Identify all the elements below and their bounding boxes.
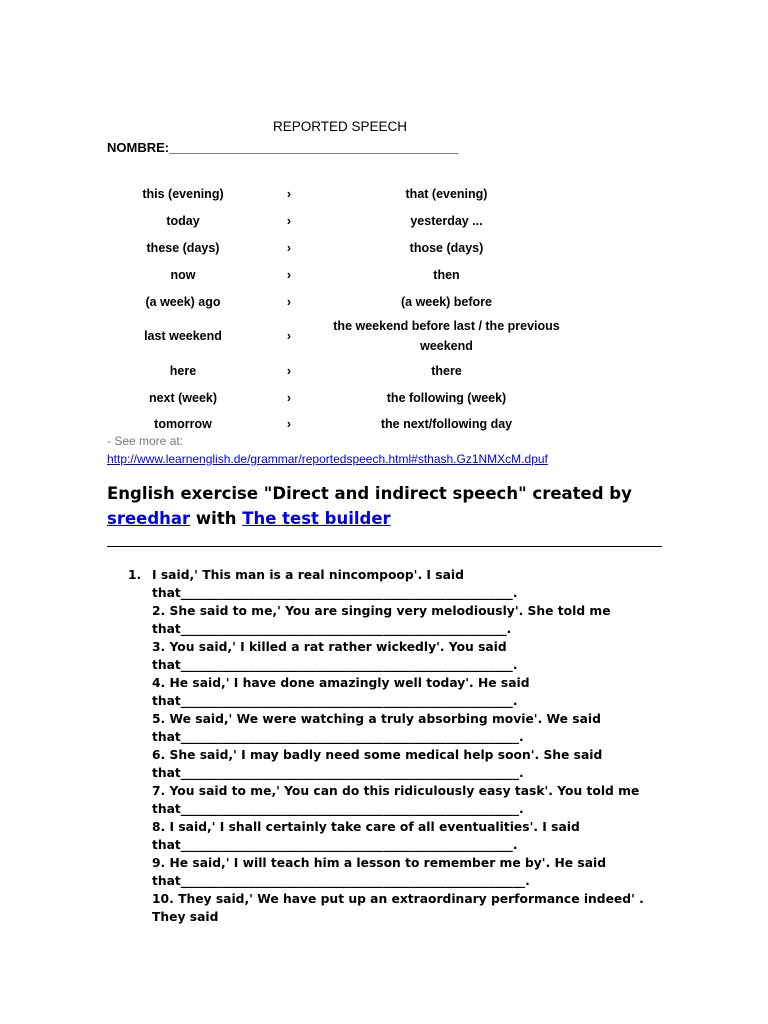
heading-text-with: with — [190, 509, 243, 528]
exercise-sentence: 10. They said,' We have put up an extraordinary performance indeed' . — [152, 892, 644, 906]
reported-speech-table — [107, 180, 574, 437]
answer-line: They said — [152, 910, 219, 924]
direct-cell: these (days) — [146, 240, 220, 255]
exercise-sentence: 2. She said to me,' You are singing very melodiously'. She told me — [152, 604, 611, 618]
author-link[interactable]: sreedhar — [107, 509, 191, 528]
reported-cell: those (days) — [409, 240, 484, 255]
direct-cell: tomorrow — [154, 417, 212, 431]
arrow-icon: › — [286, 294, 292, 309]
direct-cell: (a week) ago — [145, 294, 221, 309]
reported-cell: the weekend before last / the previous weekend — [333, 319, 560, 353]
exercise-list — [128, 566, 668, 926]
reported-cell: then — [433, 267, 460, 282]
table-row — [107, 357, 574, 385]
answer-line: that______________________________________________________. — [152, 838, 518, 852]
direct-cell: last weekend — [144, 329, 222, 343]
answer-line: that_____________________________________________________. — [152, 622, 512, 636]
reported-cell: there — [431, 364, 462, 378]
table-row — [107, 315, 574, 357]
direct-cell: today — [166, 213, 200, 228]
exercise-heading — [107, 481, 667, 531]
reported-cell: the following (week) — [386, 391, 507, 405]
direct-cell: this (evening) — [142, 186, 224, 201]
table-row — [107, 288, 574, 315]
table-row — [107, 234, 574, 261]
exercise-sentence: 6. She said,' I may badly need some medical help soon'. She said — [152, 748, 603, 762]
horizontal-rule — [107, 546, 662, 547]
reported-cell: that (evening) — [405, 186, 488, 201]
arrow-icon: › — [286, 364, 292, 378]
table-row — [107, 261, 574, 288]
exercise-number: 1. — [128, 568, 142, 582]
exercise-sentence: 3. You said,' I killed a rat rather wickedly'. You said — [152, 640, 507, 654]
arrow-icon: › — [286, 417, 292, 431]
table-row — [107, 207, 574, 234]
exercise-sentence: 7. You said to me,' You can do this ridiculously easy task'. You told me — [152, 784, 640, 798]
answer-line: that________________________________________________________. — [152, 874, 530, 888]
answer-line: that______________________________________________________. — [152, 658, 518, 672]
direct-cell: here — [169, 364, 197, 378]
arrow-icon: › — [286, 391, 292, 405]
direct-cell: now — [170, 267, 196, 282]
heading-text: English exercise "Direct and indirect speech" created by — [107, 484, 632, 503]
source-link[interactable]: http://www.learnenglish.de/grammar/reportedspeech.html#sthash.Gz1NMXcM.dpuf — [107, 452, 548, 466]
arrow-icon: › — [286, 186, 292, 201]
answer-line: that_______________________________________________________. — [152, 730, 524, 744]
arrow-icon: › — [286, 329, 292, 343]
exercise-sentence: 5. We said,' We were watching a truly absorbing movie'. We said — [152, 712, 601, 726]
answer-line: that______________________________________________________. — [152, 694, 518, 708]
reported-cell: (a week) before — [400, 294, 492, 309]
direct-cell: next (week) — [148, 391, 218, 405]
exercise-sentence: 4. He said,' I have done amazingly well today'. He said — [152, 676, 530, 690]
table-row — [107, 385, 574, 411]
see-more-label: - See more at: — [107, 434, 184, 448]
exercise-body — [128, 584, 668, 926]
exercise-sentence: 8. I said,' I shall certainly take care of all eventualities'. I said — [152, 820, 580, 834]
test-builder-link[interactable]: The test builder — [242, 509, 391, 528]
reported-cell: the next/following day — [380, 417, 513, 431]
exercise-sentence: 9. He said,' I will teach him a lesson to remember me by'. He said — [152, 856, 607, 870]
exercise-sentence: I said,' This man is a real nincompoop'. I said — [152, 568, 464, 582]
answer-line: that_______________________________________________________. — [152, 802, 524, 816]
exercise-item — [128, 566, 668, 584]
arrow-icon: › — [286, 213, 292, 228]
arrow-icon: › — [286, 267, 292, 282]
document-title: REPORTED SPEECH — [272, 119, 408, 134]
answer-line: that_______________________________________________________. — [152, 766, 524, 780]
table-row — [107, 180, 574, 207]
answer-line: that______________________________________________________. — [152, 586, 518, 600]
name-field-line: NOMBRE:________________________________________ — [107, 140, 459, 155]
reported-cell: yesterday ... — [410, 213, 483, 228]
arrow-icon: › — [286, 240, 292, 255]
